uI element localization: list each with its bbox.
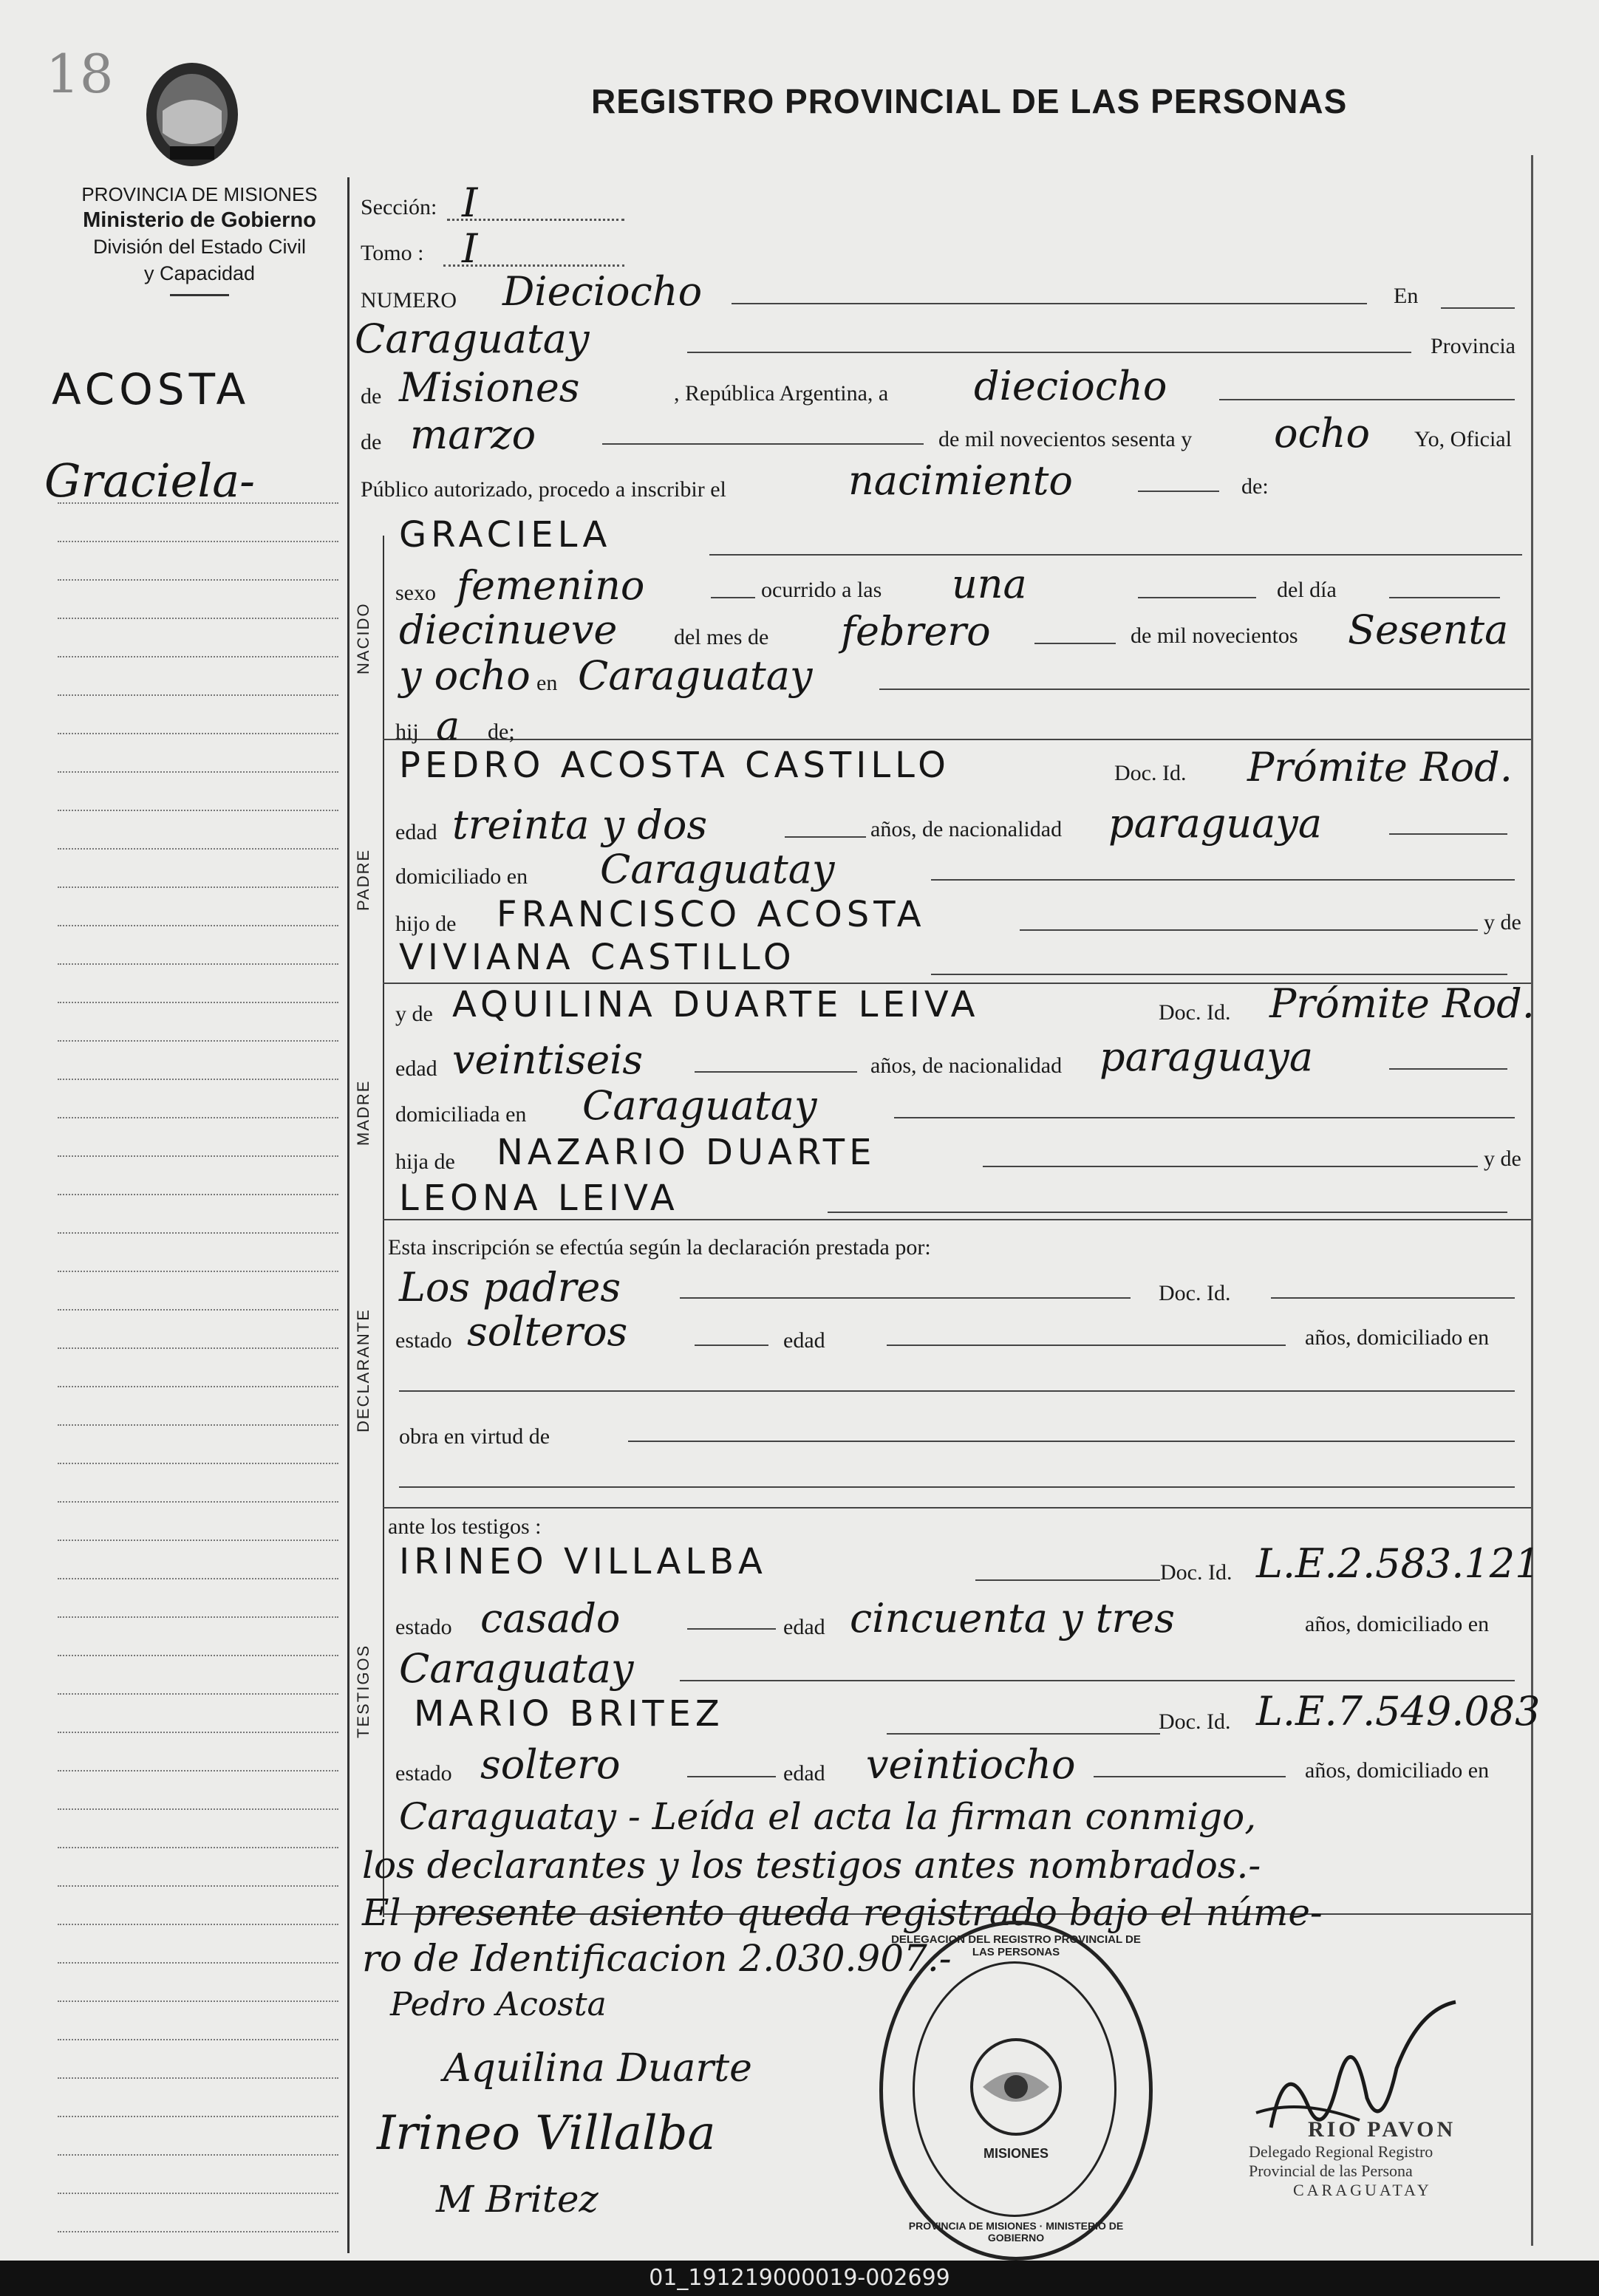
- value-madre-doc: Prómite Rod.: [1269, 980, 1535, 1027]
- margin-ruling-line: [58, 1962, 338, 1964]
- label-del-mes: del mes de: [674, 625, 769, 649]
- value-testigo2-edad: veintiocho: [866, 1741, 1076, 1788]
- issuer-province: PROVINCIA DE MISIONES: [81, 183, 318, 205]
- issuer-block: [44, 182, 355, 296]
- seal-emblem-icon: [964, 2035, 1068, 2139]
- label-madre-doc: Doc. Id.: [1159, 1000, 1231, 1025]
- label-de-1: de: [361, 384, 382, 409]
- label-mil-novecientos: de mil novecientos sesenta y: [938, 427, 1193, 451]
- margin-ruling-line: [58, 1079, 338, 1080]
- margin-ruling-line: [58, 579, 338, 581]
- label-numero: NUMERO: [361, 288, 457, 312]
- margin-ruling-line: [58, 1347, 338, 1349]
- official-registry: Provincial de las Persona: [1249, 2162, 1413, 2180]
- margin-ruling-line: [58, 2231, 338, 2232]
- margin-ruling-line: [58, 810, 338, 811]
- margin-ruling-line: [58, 1655, 338, 1656]
- label-padre-hijo-de: hijo de: [395, 912, 457, 936]
- label-testigo1-estado: estado: [395, 1615, 452, 1639]
- value-madre-dom: Caraguatay: [582, 1082, 817, 1129]
- margin-ruling-line: [58, 1616, 338, 1618]
- label-madre-y-de-2: y de: [1484, 1147, 1521, 1171]
- signature-mario: M Britez: [436, 2178, 599, 2221]
- label-hij: hij: [395, 720, 419, 744]
- margin-ruling-line: [58, 1770, 338, 1771]
- value-testigo1-edad: cincuenta y tres: [850, 1595, 1175, 1641]
- value-provincia: Misiones: [399, 364, 580, 411]
- official-name: RIO PAVON: [1308, 2117, 1456, 2142]
- margin-ruling-line: [58, 1540, 338, 1541]
- value-dia-texto: dieciocho: [974, 363, 1167, 409]
- label-madre-anos-nac: años, de nacionalidad: [870, 1053, 1063, 1078]
- value-madre-nac: paraguaya: [1099, 1033, 1314, 1080]
- value-lugar: Caraguatay: [355, 315, 590, 362]
- margin-surname: ACOSTA: [52, 364, 250, 414]
- official-seal-stamp: [879, 1921, 1153, 2261]
- margin-ruling-line: [58, 1040, 338, 1042]
- margin-ruling-line: [58, 618, 338, 619]
- margin-ruling-line: [58, 1002, 338, 1003]
- issuer-ministry: Ministerio de Gobierno: [83, 208, 316, 232]
- label-padre: PADRE: [354, 848, 372, 911]
- margin-ruling-line: [58, 1155, 338, 1157]
- value-ano-nac-2: y ocho: [399, 652, 531, 699]
- label-obra: obra en virtud de: [399, 1424, 550, 1449]
- page-number: 18: [46, 43, 114, 105]
- value-madre-padre: NAZARIO DUARTE: [497, 1132, 876, 1173]
- margin-ruling-line: [58, 1117, 338, 1118]
- closing-line-1: Caraguatay - Leída el acta la firman conmigo,: [399, 1795, 1257, 1838]
- label-en: En: [1394, 284, 1419, 308]
- label-madre-dom: domiciliada en: [395, 1102, 527, 1127]
- value-seccion: I: [462, 180, 478, 226]
- value-ano: ocho: [1274, 410, 1371, 457]
- label-madre-y-de: y de: [395, 1002, 433, 1026]
- value-padre-madre: VIVIANA CASTILLO: [399, 937, 796, 978]
- label-republica: , República Argentina, a: [674, 381, 889, 406]
- margin-ruling-line: [58, 541, 338, 542]
- label-nacido: NACIDO: [354, 602, 372, 674]
- value-lugar-nac: Caraguatay: [578, 652, 813, 699]
- value-ano-nac-1: Sesenta: [1348, 607, 1509, 653]
- margin-ruling-line: [58, 1463, 338, 1464]
- value-mes: marzo: [410, 411, 536, 458]
- label-de-colon: de:: [1241, 474, 1269, 499]
- margin-ruling-line: [58, 1578, 338, 1579]
- value-testigo1: IRINEO VILLALBA: [399, 1541, 767, 1582]
- label-padre-dom: domiciliado en: [395, 864, 528, 889]
- section-border: [383, 536, 384, 1917]
- page-title: REGISTRO PROVINCIAL DE LAS PERSONAS: [591, 82, 1348, 120]
- label-de-2: de: [361, 430, 382, 454]
- label-tomo: Tomo :: [361, 241, 424, 265]
- margin-ruling-line: [58, 733, 338, 734]
- label-testigo2-anos-dom: años, domiciliado en: [1305, 1758, 1490, 1783]
- margin-ruling-line: [58, 2039, 338, 2040]
- value-padre-dom: Caraguatay: [600, 846, 835, 892]
- value-testigo1-dom: Caraguatay: [399, 1645, 634, 1692]
- margin-ruling-line: [58, 694, 338, 696]
- label-padre-edad: edad: [395, 820, 437, 844]
- label-declarante: DECLARANTE: [354, 1308, 372, 1432]
- label-declarante-anos-dom: años, domiciliado en: [1305, 1325, 1490, 1350]
- margin-ruling-line: [58, 963, 338, 965]
- official-location: CARAGUATAY: [1293, 2181, 1432, 2199]
- margin-ruling-line: [58, 925, 338, 926]
- value-hij-suffix: a: [436, 703, 460, 749]
- issuer-capacity: y Capacidad: [143, 262, 256, 284]
- label-hij-de: de;: [488, 720, 515, 744]
- label-ante: ante los testigos :: [388, 1514, 542, 1539]
- label-ocurrido: ocurrido a las: [761, 578, 882, 602]
- margin-ruling-line: [58, 1271, 338, 1272]
- value-testigo2-doc: L.E.7.549.083: [1256, 1688, 1541, 1735]
- margin-ruling-line: [58, 1808, 338, 1810]
- label-del-dia: del día: [1277, 578, 1337, 602]
- value-padre: PEDRO ACOSTA CASTILLO: [399, 745, 950, 786]
- margin-ruling-line: [58, 1732, 338, 1733]
- value-acto: nacimiento: [848, 457, 1073, 504]
- value-madre-edad: veintiseis: [452, 1036, 644, 1083]
- label-padre-doc: Doc. Id.: [1114, 761, 1187, 785]
- value-testigo2: MARIO BRITEZ: [414, 1693, 724, 1735]
- official-stamp: [1249, 2117, 1530, 2200]
- label-mil-nov: de mil novecientos: [1131, 623, 1298, 648]
- value-nombre: GRACIELA: [399, 514, 612, 556]
- value-dia-nac: diecinueve: [399, 607, 618, 653]
- closing-line-2: los declarantes y los testigos antes nombrados.-: [362, 1844, 1261, 1887]
- label-testigo1-doc: Doc. Id.: [1160, 1560, 1233, 1585]
- value-testigo2-estado: soltero: [480, 1741, 621, 1788]
- label-declarante-edad: edad: [783, 1328, 825, 1353]
- seal-outer-text: DELEGACION DEL REGISTRO PROVINCIAL DE LAS PERSONAS: [891, 1933, 1141, 1958]
- value-numero: Dieciocho: [502, 268, 703, 315]
- label-en-nac: en: [536, 671, 558, 695]
- label-madre: MADRE: [354, 1079, 372, 1146]
- seal-bottom-text: PROVINCIA DE MISIONES · MINISTERIO DE GOBIERNO: [908, 2220, 1124, 2244]
- label-sexo: sexo: [395, 581, 436, 605]
- value-padre-padre: FRANCISCO ACOSTA: [497, 894, 926, 935]
- closing-line-4: ro de Identificacion 2.030.907.-: [362, 1937, 952, 1980]
- margin-ruling-line: [58, 2001, 338, 2002]
- margin-ruling-line: [58, 1424, 338, 1426]
- label-testigo2-doc: Doc. Id.: [1159, 1709, 1231, 1734]
- margin-given-name: Graciela-: [44, 454, 256, 508]
- main-border-right: [1531, 155, 1533, 2246]
- label-madre-edad: edad: [395, 1056, 437, 1081]
- label-declarante-estado: estado: [395, 1328, 452, 1353]
- value-hora: una: [952, 561, 1027, 607]
- margin-ruling-line: [58, 1309, 338, 1311]
- label-yo-oficial: Yo, Oficial: [1414, 427, 1512, 451]
- value-tomo: I: [462, 225, 478, 272]
- signature-aquilina: Aquilina Duarte: [443, 2046, 752, 2091]
- margin-ruling-line: [58, 1501, 338, 1503]
- value-sexo: femenino: [457, 562, 645, 609]
- value-padre-doc: Prómite Rod.: [1247, 744, 1513, 790]
- label-seccion: Sección:: [361, 195, 437, 219]
- value-padre-edad: treinta y dos: [452, 802, 708, 848]
- label-madre-hija-de: hija de: [395, 1149, 455, 1174]
- label-testigo1-edad: edad: [783, 1615, 825, 1639]
- value-declarante-estado: solteros: [467, 1308, 628, 1355]
- margin-ruling-line: [58, 1924, 338, 1925]
- main-border-left: [347, 177, 350, 2253]
- value-mes-nac: febrero: [841, 608, 991, 655]
- value-declarante: Los padres: [399, 1264, 621, 1311]
- label-testigo2-estado: estado: [395, 1761, 452, 1786]
- coat-of-arms-icon: [140, 59, 244, 170]
- closing-line-3: El presente asiento queda registrado bajo el núme-: [362, 1891, 1323, 1934]
- image-id-footer: 01_191219000019-002699: [0, 2261, 1599, 2296]
- margin-ruling-line: [58, 848, 338, 850]
- margin-ruling-line: [58, 886, 338, 888]
- margin-ruling-line: [58, 656, 338, 657]
- issuer-division: División del Estado Civil: [92, 236, 307, 258]
- label-testigos: TESTIGOS: [354, 1644, 372, 1738]
- label-padre-y-de: y de: [1484, 910, 1521, 935]
- margin-ruling-line: [58, 2077, 338, 2079]
- label-publico: Público autorizado, procedo a inscribir el: [361, 477, 726, 502]
- signature-pedro: Pedro Acosta: [390, 1986, 607, 2023]
- value-madre: AQUILINA DUARTE LEIVA: [452, 984, 980, 1025]
- margin-ruling-line: [58, 1885, 338, 1887]
- value-padre-nac: paraguaya: [1108, 800, 1323, 847]
- margin-ruling-line: [58, 1386, 338, 1387]
- label-provincia: Provincia: [1431, 334, 1516, 358]
- margin-ruling-line: [58, 2193, 338, 2194]
- value-testigo1-doc: L.E.2.583.121: [1256, 1540, 1541, 1587]
- value-testigo1-estado: casado: [480, 1595, 621, 1641]
- margin-ruling-line: [58, 2116, 338, 2117]
- margin-ruling-line: [58, 2154, 338, 2156]
- label-esta-inscripcion: Esta inscripción se efectúa según la declaración prestada por:: [388, 1235, 931, 1260]
- value-madre-madre: LEONA LEIVA: [399, 1178, 679, 1219]
- label-testigo2-edad: edad: [783, 1761, 825, 1786]
- seal-inner-text: MISIONES: [983, 2146, 1049, 2161]
- official-title: Delegado Regional Registro: [1249, 2142, 1433, 2161]
- margin-ruling-line: [58, 1847, 338, 1848]
- label-testigo1-anos-dom: años, domiciliado en: [1305, 1612, 1490, 1636]
- margin-ruling-line: [58, 1232, 338, 1234]
- margin-ruling-line: [58, 1693, 338, 1695]
- margin-ruling-line: [58, 771, 338, 773]
- label-padre-anos-nac: años, de nacionalidad: [870, 817, 1063, 841]
- signature-irineo: Irineo Villalba: [377, 2106, 716, 2161]
- label-declarante-doc: Doc. Id.: [1159, 1281, 1231, 1305]
- margin-ruling-line: [58, 1194, 338, 1195]
